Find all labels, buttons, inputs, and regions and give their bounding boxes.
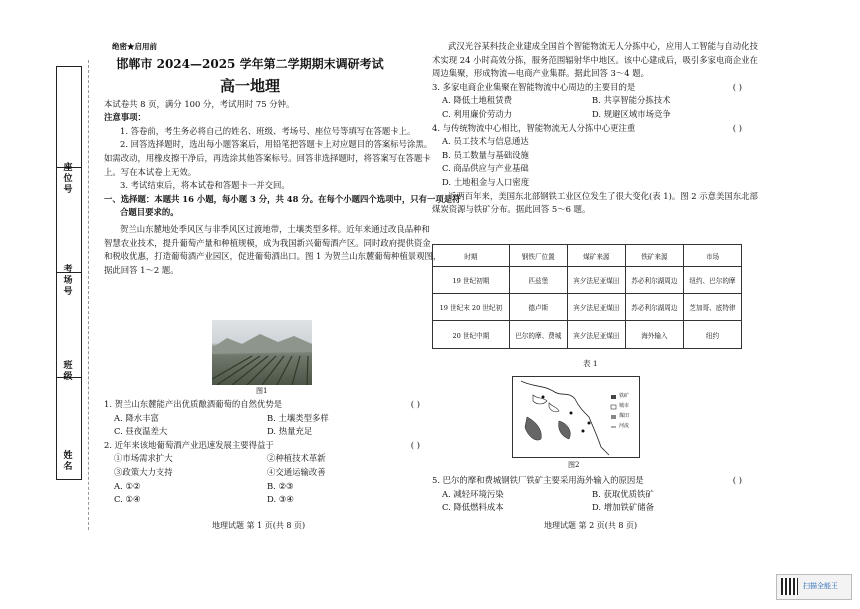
table-row — [433, 321, 742, 349]
exam-title: 邯郸市 2024—2025 学年第二学期期末调研考试 — [116, 56, 384, 71]
item-3: ③政策大力支持 — [114, 466, 173, 477]
table-cell: 20 世纪中期 — [433, 321, 510, 349]
q1-options — [104, 412, 420, 426]
item-2: ②种植技术革新 — [267, 453, 326, 464]
table-header-row — [433, 245, 742, 267]
answer-bracket: ( ) — [732, 475, 742, 485]
option-b: B. ②③ — [267, 480, 294, 491]
exam-intro: 本试卷共 8 页，满分 100 分，考试用时 75 分钟。 — [104, 98, 295, 109]
note-line: 1. 答卷前，考生务必将自己的姓名、班级、考场号、座位号等填写在答题卡上。 — [120, 125, 416, 136]
table-cell: 巴尔的摩、费城 — [509, 321, 567, 349]
q2-items — [104, 466, 420, 480]
passage-line: 智慧农业技术，提升葡萄产量和种植规模，成为我国新兴葡萄酒产区。同时政府提供资金 — [104, 237, 431, 248]
q5-options — [432, 488, 742, 502]
q3-stem: 3. 多家电商企业集聚在智能物流中心周边的主要目的是 ( ) — [432, 81, 742, 95]
table-cell: 宾夕法尼亚煤田 — [567, 267, 625, 294]
legend-item: 煤田 — [619, 413, 630, 419]
answer-bracket: ( ) — [410, 399, 420, 409]
table-header: 时期 — [433, 245, 510, 267]
secret-mark: 绝密★启用前 — [112, 42, 157, 51]
passage-line: 贺兰山东麓地处季风区与非季风区过渡地带，土壤类型多样。近年来通过改良品种和 — [120, 223, 430, 234]
binding-strip — [56, 66, 82, 480]
legend-item: 河流 — [619, 423, 630, 429]
table-cell: 德卢斯 — [509, 294, 567, 321]
table-cell: 纽约 — [683, 321, 741, 349]
page-footer-left: 地理试题 第 1 页(共 8 页) — [212, 521, 306, 530]
passage-line: 煤炭资源与铁矿分布。据此回答 5～6 题。 — [432, 204, 591, 215]
section-heading-cont: 合题目要求的。 — [120, 207, 179, 218]
answer-bracket: ( ) — [732, 81, 742, 92]
answer-bracket: ( ) — [732, 122, 742, 133]
option-b: B. 共享智能分拣技术 — [592, 95, 671, 106]
map-legend — [619, 391, 629, 431]
table-cell: 匹兹堡 — [509, 267, 567, 294]
room-label: 考场号 — [63, 265, 73, 297]
figure2-caption: 图2 — [568, 461, 580, 469]
q2-options — [104, 480, 420, 494]
subject-title: 高一地理 — [219, 76, 280, 95]
qr-code-icon — [781, 578, 798, 595]
section-heading: 一、选择题：本题共 16 小题，每小题 3 分，共 48 分。在每个小题四个选项中，只有一项是符 — [104, 193, 461, 204]
passage-line: 术实现 24 小时高效分拣，服务范围辐射华中地区。该中心建成后，吸引多家电商企业在 — [432, 54, 758, 65]
table-caption: 表 1 — [583, 359, 598, 368]
item-1: ①市场需求扩大 — [114, 453, 173, 464]
option-d: D. 土地租金与人口密度 — [442, 176, 530, 187]
q2-stem: 2. 近年来该地葡萄酒产业迅速发展主要得益于 ( ) — [104, 439, 420, 453]
left-questions — [104, 398, 420, 507]
q3-options — [432, 94, 742, 108]
option-c: C. 降低燃料成本 — [442, 502, 504, 513]
passage-line: 近两百年来，美国东北部钢铁工业区位发生了很大变化(表 1)。图 2 示意美国东北部 — [448, 190, 758, 201]
passage-line: 周边集聚，形成物流—电商产业集群。据此回答 3～4 题。 — [432, 68, 649, 79]
history-table — [432, 244, 742, 349]
option-d: D. ③④ — [267, 494, 294, 505]
cut-line — [88, 60, 89, 530]
watermark-label: 扫描全能王 — [803, 583, 838, 590]
option-b: B. 员工数量与基础设施 — [442, 149, 529, 160]
note-line: 如需改动，用橡皮擦干净后，再选涂其他答案标号。回答非选择题时，将答案写在答题卡 — [104, 152, 431, 163]
q2-items — [104, 452, 420, 466]
notes-heading: 注意事项： — [104, 112, 146, 123]
right-questions — [432, 474, 742, 515]
answer-bracket: ( ) — [410, 439, 420, 450]
name-label: 姓名 — [63, 451, 73, 472]
table-cell: 纽约、巴尔的摩 — [683, 267, 741, 294]
q3-options — [432, 108, 742, 122]
seat-label: 座位号 — [63, 163, 73, 195]
left-page — [104, 40, 461, 277]
table-header: 市场 — [683, 245, 741, 267]
legend-item: 铁矿 — [619, 393, 630, 399]
option-a: A. ①② — [114, 480, 141, 491]
passage-line: 和税收优惠，打造葡萄酒产业园区，促进葡萄酒出口。图 1 为贺兰山东麓葡萄种植景观图， — [104, 251, 442, 262]
scanner-watermark — [776, 574, 852, 600]
table-row — [433, 294, 742, 321]
option-c: C. ①④ — [114, 494, 141, 505]
option-d: D. 热量充足 — [267, 426, 313, 437]
q1-options — [104, 425, 420, 439]
table-cell: 芝加哥、底特律 — [683, 294, 741, 321]
q5-stem: 5. 巴尔的摩和费城钢铁厂铁矿主要采用海外输入的原因是 ( ) — [432, 474, 742, 488]
table-cell: 海外输入 — [625, 321, 683, 349]
table-cell: 苏必利尔湖周边 — [625, 294, 683, 321]
option-b: B. 获取优质铁矿 — [592, 488, 654, 499]
q2-options — [104, 493, 420, 507]
option-d: D. 规避区域市场竞争 — [592, 108, 671, 119]
table-header: 铁矿来源 — [625, 245, 683, 267]
note-line: 上。写在本试卷上无效。 — [104, 166, 197, 177]
figure1-caption: 图1 — [256, 387, 268, 395]
table-cell: 19 世纪末 20 世纪初 — [433, 294, 510, 321]
table-cell: 苏必利尔湖周边 — [625, 267, 683, 294]
q1-stem: 1. 贺兰山东麓能产出优质酿酒葡萄的自然优势是 ( ) — [104, 398, 420, 412]
passage-line: 据此回答 1～2 题。 — [104, 264, 179, 275]
option-a: A. 员工技术与信息通达 — [442, 136, 529, 147]
table-cell: 宾夕法尼亚煤田 — [567, 294, 625, 321]
legend-item: 城市 — [619, 403, 630, 409]
note-line: 3. 考试结束后，将本试卷和答题卡一并交回。 — [120, 180, 290, 191]
note-line: 2. 回答选择题时，选出每小题答案后，用铅笔把答题卡上对应题目的答案标号涂黑。 — [120, 139, 433, 150]
table-cell: 宾夕法尼亚煤田 — [567, 321, 625, 349]
page-footer-right: 地理试题 第 2 页(共 8 页) — [544, 521, 638, 530]
q5-options — [432, 501, 742, 515]
passage-line: 武汉光谷某科技企业建成全国首个智能物流无人分拣中心，应用人工智能与自动化技 — [448, 41, 758, 51]
q4-stem: 4. 与传统物流中心相比，智能物流无人分拣中心更注重 ( ) — [432, 122, 742, 136]
option-a: A. 降水丰富 — [114, 412, 159, 423]
option-a: A. 降低土地租赁费 — [442, 95, 512, 106]
table-header: 煤矿来源 — [567, 245, 625, 267]
table-cell: 19 世纪初期 — [433, 267, 510, 294]
class-label: 班级 — [63, 361, 73, 382]
right-page — [432, 40, 758, 217]
vineyard-photo — [212, 320, 312, 385]
option-d: D. 增加铁矿储备 — [592, 502, 654, 513]
item-4: ④交通运输改善 — [267, 466, 326, 477]
northeast-us-map — [512, 376, 640, 458]
option-b: B. 土壤类型多样 — [267, 412, 329, 423]
table-row — [433, 267, 742, 294]
option-c: C. 商品供应与产业基础 — [442, 163, 529, 174]
option-a: A. 减轻环境污染 — [442, 488, 504, 499]
option-c: C. 昼夜温差大 — [114, 426, 168, 437]
option-c: C. 利用廉价劳动力 — [442, 108, 513, 119]
table-header: 钢铁厂位置 — [509, 245, 567, 267]
